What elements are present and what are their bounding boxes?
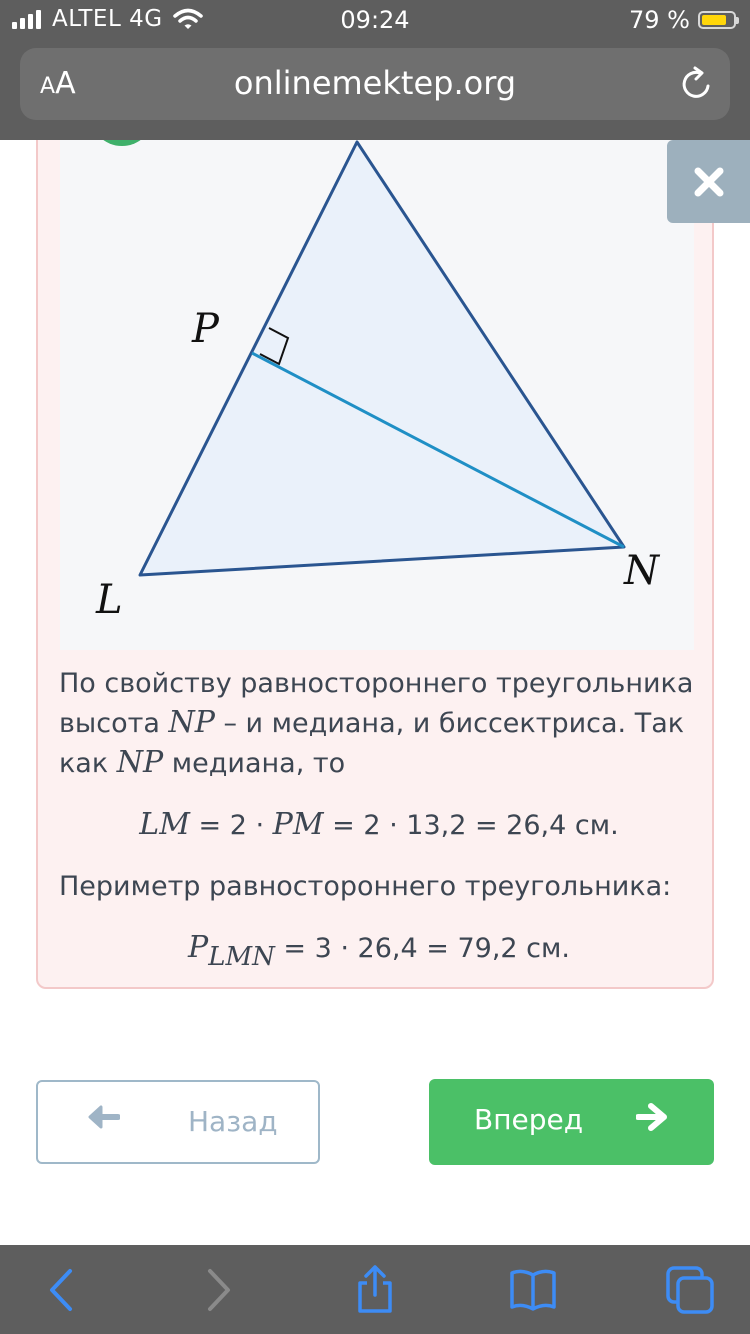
share-icon[interactable]	[350, 1265, 400, 1315]
math-lm: LM	[139, 807, 190, 842]
browser-top-chrome	[0, 0, 750, 140]
reload-icon[interactable]	[680, 66, 714, 102]
tabs-icon[interactable]	[665, 1265, 715, 1315]
math-p: P	[188, 930, 209, 965]
battery-icon	[698, 11, 736, 29]
arrow-left-icon	[88, 1104, 120, 1130]
formula-lm	[59, 805, 699, 845]
formula-text: = 2 ⋅	[189, 810, 273, 841]
math-np: NP	[168, 705, 215, 740]
address-bar[interactable]	[20, 48, 730, 120]
close-icon	[692, 165, 726, 199]
vertex-label-p: P	[192, 306, 219, 352]
status-time: 09:24	[340, 6, 410, 34]
status-bar	[0, 0, 750, 40]
math-np: NP	[116, 745, 164, 780]
vertex-label-l: L	[96, 577, 123, 623]
triangle-figure	[60, 122, 694, 650]
triangle-diagram	[60, 122, 694, 650]
battery-fill	[702, 15, 726, 25]
text-size-button[interactable]: AA	[40, 66, 76, 101]
browser-bottom-toolbar	[0, 1245, 750, 1334]
status-right	[629, 6, 736, 34]
formula-perimeter	[59, 928, 699, 977]
arrow-right-icon	[636, 1103, 668, 1131]
solution-paragraph	[59, 664, 699, 783]
browser-back-icon[interactable]	[40, 1265, 90, 1315]
solution-text	[59, 664, 699, 977]
forward-button[interactable]	[429, 1079, 714, 1165]
close-button[interactable]	[667, 140, 750, 223]
back-button-label: Назад	[188, 1105, 278, 1138]
forward-button-label: Вперед	[474, 1103, 584, 1136]
perimeter-label: Периметр равностороннего треугольника:	[59, 871, 672, 902]
back-button[interactable]	[36, 1080, 320, 1164]
bookmarks-icon[interactable]	[508, 1265, 558, 1315]
battery-percent: 79 %	[629, 6, 690, 34]
page-content	[0, 140, 750, 1245]
url-text[interactable]: onlinemektep.org	[233, 64, 517, 102]
formula-text: = 3 ⋅ 26,4 = 79,2 см.	[274, 933, 570, 964]
vertex-label-n: N	[624, 548, 659, 594]
carrier-label: ALTEL 4G	[52, 6, 163, 32]
paragraph-text: – и медиана, и биссектриса. Так как	[59, 708, 685, 779]
paragraph-text: По свойству равностороннего треугольника высота	[59, 668, 694, 739]
math-pm: PM	[272, 807, 324, 842]
browser-forward-icon[interactable]	[194, 1265, 244, 1315]
paragraph-text: медиана, то	[163, 748, 346, 779]
formula-text: = 2 ⋅ 13,2 = 26,4 см.	[323, 810, 619, 841]
math-sub-lmn: LMN	[208, 942, 275, 972]
